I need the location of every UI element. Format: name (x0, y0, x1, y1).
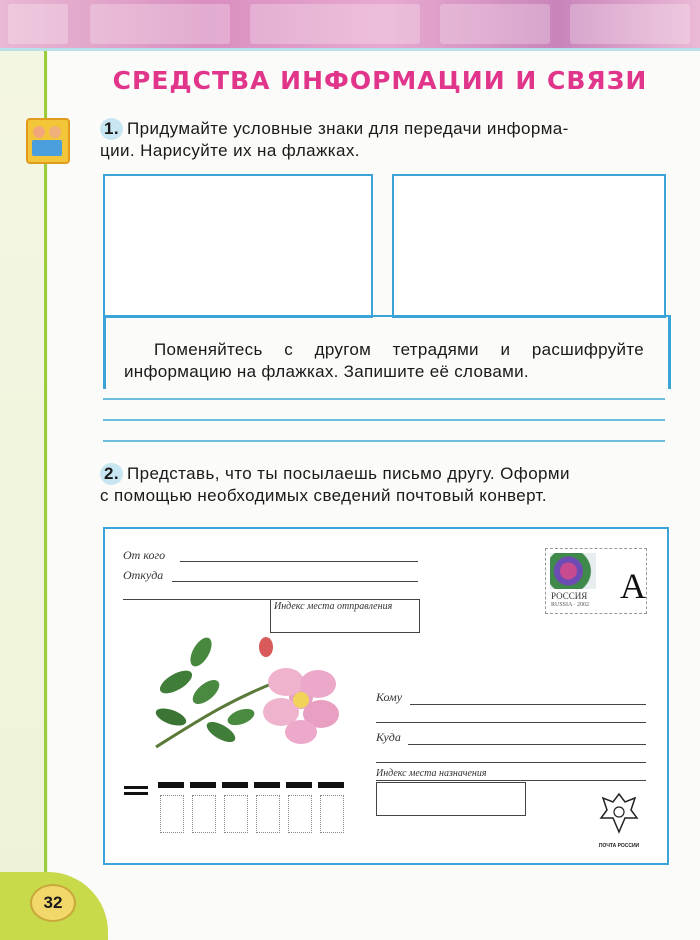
writing-line[interactable] (103, 398, 665, 400)
to-line-2[interactable] (376, 722, 646, 723)
from-label: От кого (123, 548, 166, 562)
postcode-dash (190, 782, 216, 788)
page-title: СРЕДСТВА ИНФОРМАЦИИ И СВЯЗИ (112, 66, 648, 95)
reading-kids-icon (26, 118, 70, 164)
postcode-digit-cell[interactable] (256, 795, 280, 833)
task-1-text: 1. Придумайте условные знаки для передачи информа- ции. Нарисуйте их на флажках. (100, 119, 569, 160)
postcode-digit-cell[interactable] (192, 795, 216, 833)
whence-label: Откуда (123, 568, 164, 582)
postcode-mark (124, 792, 148, 795)
to-line[interactable] (410, 704, 646, 705)
postcode-dash (318, 782, 344, 788)
banner-photo (250, 4, 420, 44)
russian-post-logo: ПОЧТА РОССИИ (597, 788, 641, 850)
postcode-digit-cell[interactable] (160, 795, 184, 833)
postcode-dash (286, 782, 312, 788)
postcode-digit-cell[interactable] (320, 795, 344, 833)
where-label: Куда (376, 730, 401, 744)
sender-index-label: Индекс места отправления (274, 601, 393, 612)
dest-index-label: Индекс места назначения (376, 768, 487, 779)
left-margin (0, 51, 48, 940)
writing-line[interactable] (103, 440, 665, 442)
margin-line (44, 51, 47, 940)
double-eagle-icon (597, 788, 641, 838)
flag-drawing-box-left[interactable] (103, 174, 373, 318)
from-line[interactable] (180, 561, 418, 562)
banner-photo (8, 4, 68, 44)
to-label: Кому (376, 690, 403, 704)
banner-photo (440, 4, 550, 44)
postcode-digit-cell[interactable] (224, 795, 248, 833)
wild-rose-illustration (146, 612, 346, 772)
task-1-instruction: Поменяйтесь с другом тетрадями и расшифруйте информацию на флажках. Запишите её словами. (124, 340, 644, 381)
task-number: 2. (100, 463, 123, 485)
page-number: 32 (30, 884, 76, 922)
dest-index-box[interactable] (376, 782, 526, 816)
dest-index-line[interactable] (376, 780, 646, 781)
header-banner (0, 0, 700, 51)
postcode-digit-cell[interactable] (288, 795, 312, 833)
where-line[interactable] (408, 744, 646, 745)
whence-line[interactable] (172, 581, 418, 582)
postage-stamp: РОССИЯ RUSSIA · 2002 А (545, 548, 647, 614)
where-line-2[interactable] (376, 762, 646, 763)
postcode-dash (222, 782, 248, 788)
postcode-dash (158, 782, 184, 788)
task-number: 1. (100, 118, 123, 140)
banner-photo (90, 4, 230, 44)
postcode-mark (124, 786, 148, 789)
banner-photo (570, 4, 690, 44)
flower-stamp-icon (550, 553, 596, 589)
task-2-text: 2. Представь, что ты посылаешь письмо другу. Оформи с помощью необходимых сведений почтовый конверт. (100, 464, 570, 505)
flag-drawing-box-right[interactable] (392, 174, 666, 318)
writing-line[interactable] (103, 419, 665, 421)
postcode-dash (254, 782, 280, 788)
